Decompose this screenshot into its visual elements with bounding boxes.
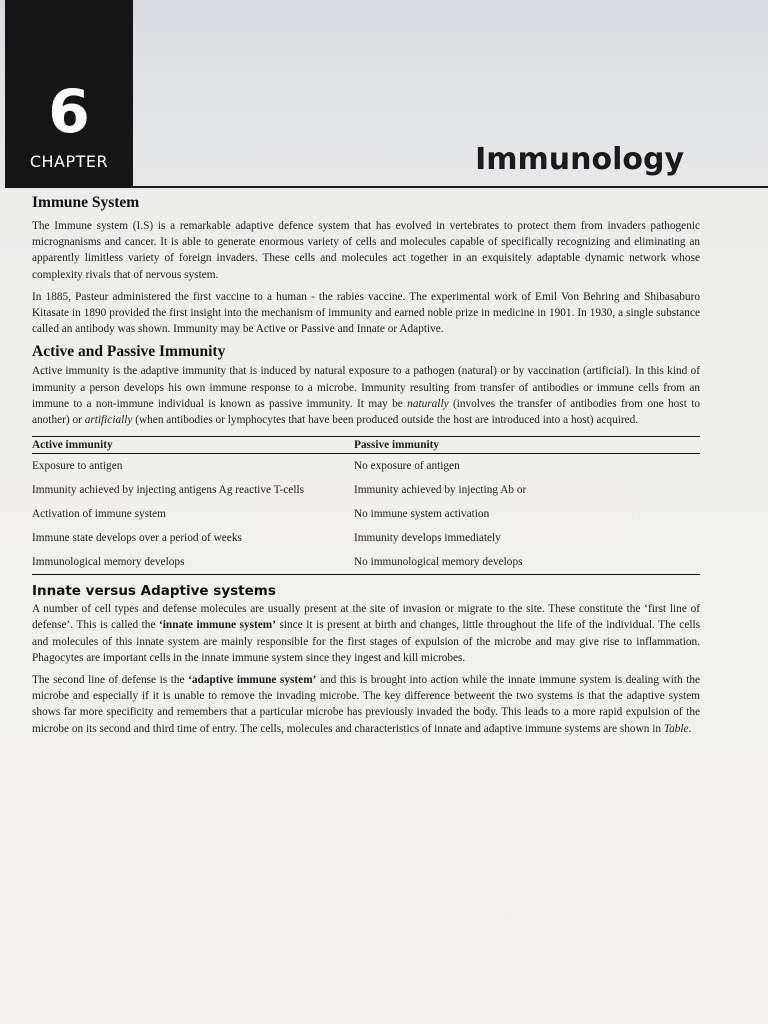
section-heading-active-passive: Active and Passive Immunity [32,343,226,361]
table-cell: Activation of immune system [32,508,166,521]
text-run: A number of cell types and defense molecules are usually present at the site of invasion or migrate to the site. These constitute the ‘first line of defense’. This is called the [32,603,700,632]
section-heading-immune-system: Immune System [32,194,140,211]
table-row [32,526,700,550]
table-row [32,454,700,479]
table-row [32,502,700,526]
table-cell: Exposure to antigen [32,460,123,473]
chapter-label: CHAPTER [29,152,109,171]
paragraph-immune-system-1: The Immune system (I.S) is a remarkable adaptive defence system that has evolved in vertebrates to protect them from invaders pathogenic micrognanisms and cancer. It is able to generate enormous variety of cells and molecules capable of specifically recognizing and eliminating an apparently limitless variety of foreign invaders. These cells and molecules act together in an exquisitely adaptable dynamic network whose complexity rivals that of nervous system. [32,220,700,281]
section-heading-innate-adaptive: Innate versus Adaptive systems [32,583,276,600]
text-run: (when antibodies or lymphocytes that have been produced outside the host are introduced into a host) acquired. [132,414,639,427]
paragraph-active-passive [32,363,700,428]
text-run: since it is present at birth and changes, little throughout the life of the individual. The cells and molecules of this innate system are mainly responsible for the first stages of expulsion of the microbe and may give rise to inflammation. Phagocytes are important cells in the innate immune system since they ingest and kill microbes. [32,619,701,664]
text-run: . [688,722,692,735]
paragraph-innate-1 [32,601,700,666]
table-header-row [32,437,700,454]
page-content [32,192,700,743]
table-row [32,478,700,502]
paragraph-innate-2 [32,672,700,737]
table-row [32,550,700,575]
emphasis-artificially: artificially [84,414,133,427]
table-cell: No immunological memory develops [354,556,523,569]
chapter-badge [5,0,133,188]
table-cell: Immunological memory develops [32,556,185,569]
text-run: The second line of defense is the [32,674,189,687]
paragraph-immune-system-2: In 1885, Pasteur administered the first vaccine to a human - the rabies vaccine. The experimental work of Emil Von Behring and Shibasaburo Kitasate in 1890 provided the first insight into the mechanism of immunity and earned noble prize in medicine in 1901. In 1930, a single substance called an antibody was shown. Immunity may be Active or Passive and Innate or Adaptive. [32,290,700,336]
bold-adaptive-immune-system: ‘adaptive immune system’ [188,674,317,687]
table-cell: Immunity achieved by injecting Ab or [354,484,527,497]
text-run: and this is brought into action while the innate immune system is dealing with the microbe and especially if it is unable to remove the invading microbe. The key difference betweent the two systems is that the adaptive system shows far more specificity and remembers that a particular microbe has previously invaded the body. This leads to a more rapid expulsion of the microbe on its second and third time of entry. The cells, molecules and characteristics of innate and adaptive immune systems are shown in [32,674,700,735]
bold-innate-immune-system: ‘innate immune system’ [159,619,276,632]
table-cell: Immunity achieved by injecting antigens Ag reactive T-cells [32,484,304,497]
table-header-passive: Passive immunity [354,439,440,452]
table-cell: No exposure of antigen [354,460,460,473]
title-divider [133,186,768,188]
table-header-active: Active immunity [32,439,113,452]
emphasis-naturally: naturally [407,397,449,410]
text-run: (involves the transfer of antibodies from one host to another) or [32,397,700,427]
table-cell: Immune state develops over a period of weeks [32,532,242,545]
table-cell: Immunity develops immediately [354,532,501,545]
immunity-comparison-table [32,436,700,575]
table-cell: No immune system activation [354,508,490,521]
chapter-number: 6 [48,77,90,147]
text-run: Active immunity is the adaptive immunity that is induced by natural exposure to a pathogen (natural) or by vaccination (artificial). In this kind of immunity a person develops his own immune response to a microbe. Immunity resulting from transfer of antibodies or immune cells from an immune to a non-immune individual is known as passive immunity. It may be [32,365,700,410]
chapter-title: Immunology [475,142,684,177]
table-reference: Table [663,722,689,735]
